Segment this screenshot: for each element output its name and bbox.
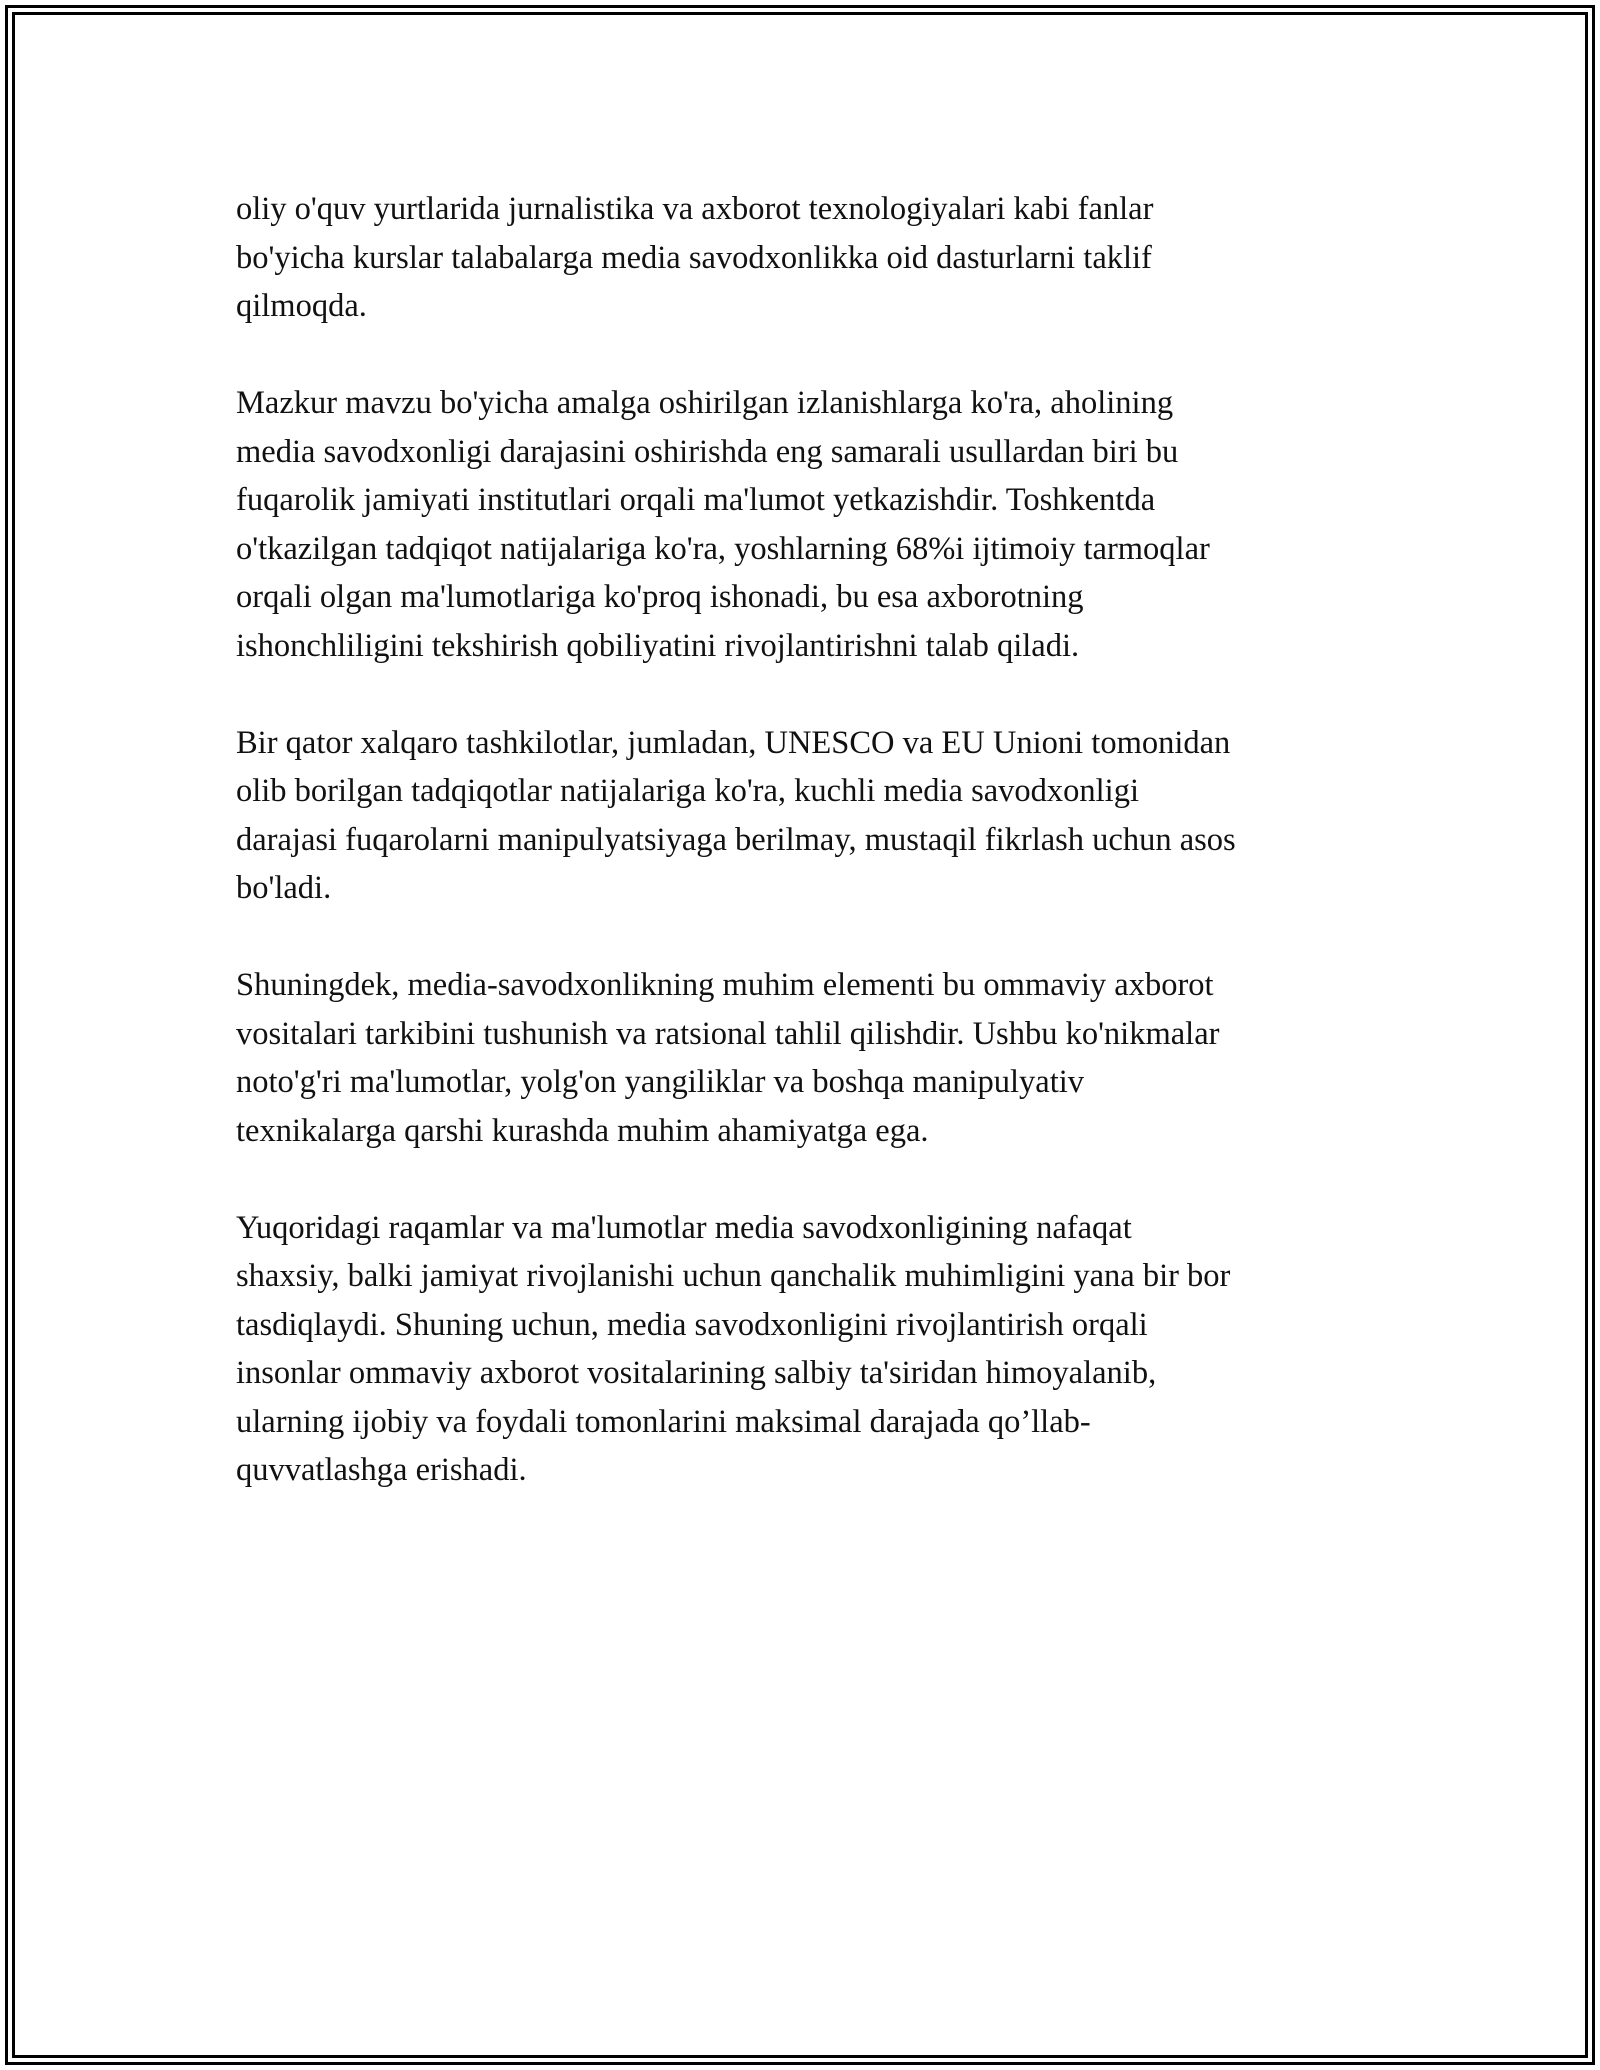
text-line: media savodxonligi darajasini oshirishda eng samarali usullardan biri bu bbox=[236, 433, 1179, 470]
text-line: insonlar ommaviy axborot vositalarining salbiy ta'siridan himoyalanib, bbox=[236, 1355, 1157, 1391]
paragraph-2 bbox=[236, 379, 1396, 670]
text-line: o'tkazilgan tadqiqot natijalariga ko'ra, yoshlarning 68%i ijtimoiy tarmoqlar bbox=[236, 530, 1210, 567]
text-line: bo'yicha kurslar talabalarga media savodxonlikka oid dasturlarni taklif bbox=[236, 239, 1152, 276]
text-line: oliy o'quv yurtlarida jurnalistika va axborot texnologiyalari kabi fanlar bbox=[236, 191, 1154, 227]
text-line: darajasi fuqarolarni manipulyatsiyaga berilmay, mustaqil fikrlash uchun asos bbox=[236, 821, 1236, 858]
text-line: qilmoqda. bbox=[236, 288, 367, 324]
paragraph-1 bbox=[236, 185, 1396, 331]
text-line: Yuqoridagi raqamlar va ma'lumotlar media savodxonligining nafaqat bbox=[236, 1209, 1132, 1246]
text-line: orqali olgan ma'lumotlariga ko'proq ishonadi, bu esa axborotning bbox=[236, 579, 1084, 615]
text-line: fuqarolik jamiyati institutlari orqali ma'lumot yetkazishdir. Toshkentda bbox=[236, 482, 1156, 518]
text-line: noto'g'ri ma'lumotlar, yolg'on yangiliklar va boshqa manipulyativ bbox=[236, 1064, 1085, 1100]
text-line: ularning ijobiy va foydali tomonlarini maksimal darajada qo’llab- bbox=[236, 1403, 1091, 1440]
text-line: olib borilgan tadqiqotlar natijalariga ko'ra, kuchli media savodxonligi bbox=[236, 773, 1139, 809]
text-line: texnikalarga qarshi kurashda muhim ahamiyatga ega. bbox=[236, 1112, 929, 1149]
text-line: shaxsiy, balki jamiyat rivojlanishi uchun qanchalik muhimligini yana bir bor bbox=[236, 1258, 1231, 1294]
text-line: ishonchliligini tekshirish qobiliyatini rivojlantirishni talab qiladi. bbox=[236, 627, 1080, 664]
text-line: Bir qator xalqaro tashkilotlar, jumladan, UNESCO va EU Unioni tomonidan bbox=[236, 724, 1231, 761]
text-line: Mazkur mavzu bo'yicha amalga oshirilgan izlanishlarga ko'ra, aholining bbox=[236, 385, 1174, 421]
text-line: tasdiqlaydi. Shuning uchun, media savodxonligini rivojlantirish orqali bbox=[236, 1306, 1148, 1343]
text-line: Shuningdek, media-savodxonlikning muhim elementi bu ommaviy axborot bbox=[236, 967, 1214, 1003]
document-body bbox=[236, 185, 1396, 1543]
text-line: quvvatlashga erishadi. bbox=[236, 1452, 527, 1488]
paragraph-5 bbox=[236, 1204, 1396, 1495]
text-line: vositalari tarkibini tushunish va ratsional tahlil qilishdir. Ushbu ko'nikmalar bbox=[236, 1015, 1220, 1052]
paragraph-4 bbox=[236, 961, 1396, 1155]
paragraph-3 bbox=[236, 719, 1396, 913]
text-line: bo'ladi. bbox=[236, 870, 332, 906]
